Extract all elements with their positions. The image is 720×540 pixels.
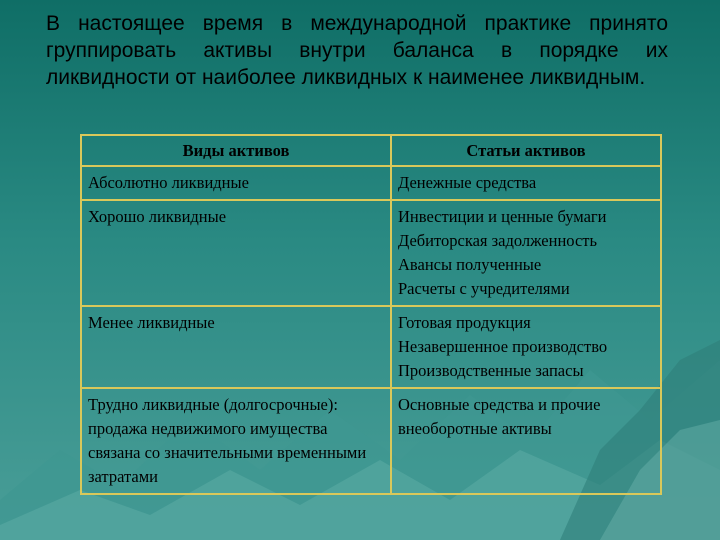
table-row (81, 200, 661, 306)
asset-items-cell (391, 388, 661, 494)
asset-type-cell: Трудно ликвидные (долгосрочные): продажа недвижимого имущества связана со значительными временными затратами (81, 388, 391, 494)
table-header-row (81, 135, 661, 166)
asset-type-cell: Абсолютно ликвидные (81, 166, 391, 200)
column-header-asset-type: Виды активов (81, 135, 391, 166)
asset-items-cell (391, 200, 661, 306)
asset-items-cell (391, 306, 661, 388)
asset-item: Производственные запасы (398, 361, 584, 380)
intro-paragraph: В настоящее время в международной практике принято группировать активы внутри баланса в порядке их ликвидности от наиболее ликвидных к наименее ликвидным. (46, 12, 668, 89)
asset-liquidity-table (80, 134, 662, 495)
asset-items-cell (391, 166, 661, 200)
asset-item: Инвестиции и ценные бумаги (398, 207, 607, 226)
table-row (81, 306, 661, 388)
asset-item: Денежные средства (398, 173, 537, 192)
table-row (81, 166, 661, 200)
asset-type-cell: Хорошо ликвидные (81, 200, 391, 306)
asset-item: Готовая продукция (398, 313, 531, 332)
column-header-asset-items: Статьи активов (391, 135, 661, 166)
asset-item: Основные средства и прочие внеоборотные активы (398, 395, 601, 438)
asset-item: Расчеты с учредителями (398, 279, 570, 298)
asset-item: Незавершенное производство (398, 337, 608, 356)
table-row (81, 388, 661, 494)
asset-type-cell: Менее ликвидные (81, 306, 391, 388)
asset-item: Дебиторская задолженность (398, 231, 598, 250)
asset-item: Авансы полученные (398, 255, 542, 274)
